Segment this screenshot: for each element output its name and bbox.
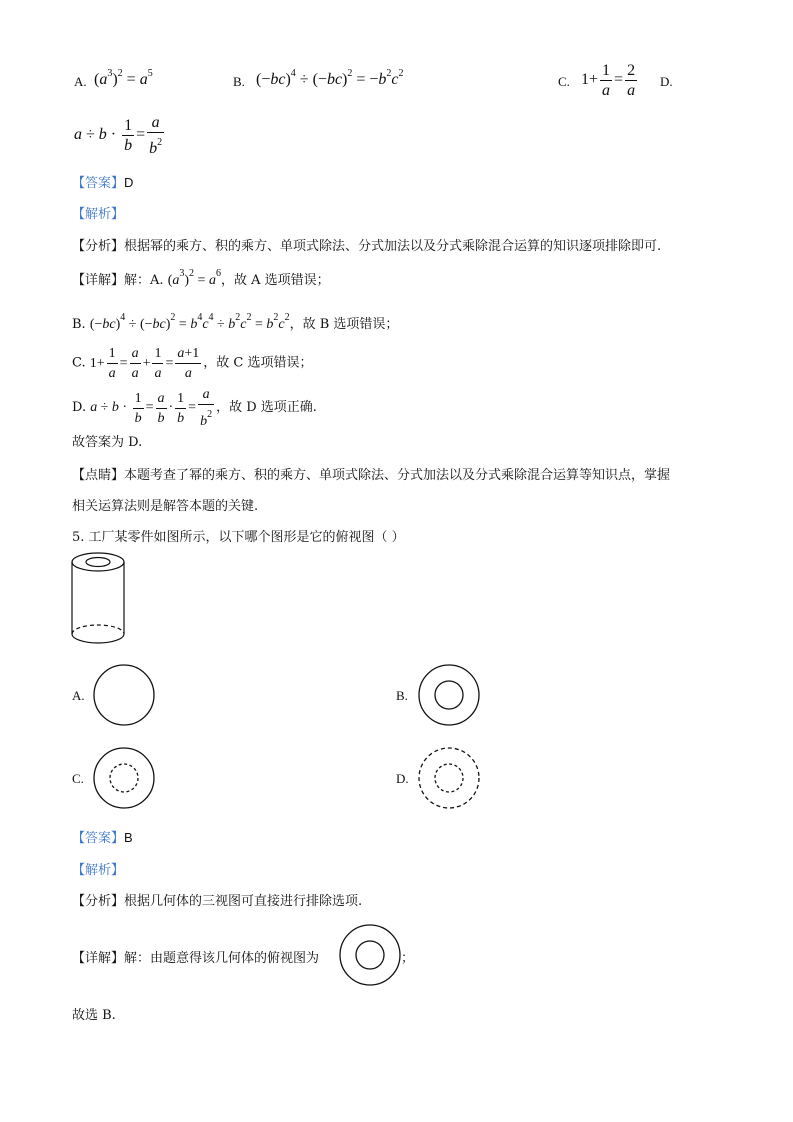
answer-value: D: [124, 175, 134, 190]
comment-tag: 【点睛】: [72, 468, 125, 483]
detail-line-d: [72, 386, 317, 430]
answer-block-2: [72, 827, 133, 846]
detail-intro: 解：A.: [124, 273, 164, 288]
detail-b-conclusion: ，故 B 选项错误；: [289, 317, 399, 332]
detail-text-2: 解：由题意得该几何体的俯视图为: [124, 951, 320, 966]
detail-a-conclusion: ，故 A 选项错误；: [220, 273, 330, 288]
q5-stem: 5. 工厂某零件如图所示，以下哪个图形是它的俯视图（ ）: [72, 530, 405, 545]
fenxi-tag-2: 【分析】: [72, 894, 125, 909]
q4-option-c-formula: 1+ $\frac{1}{a}$ = $\frac{2}{a}$: [581, 62, 636, 99]
q4-option-a-label: A.: [74, 74, 87, 89]
q5-option-d-figure: [417, 746, 481, 810]
detail-line-c: [72, 345, 313, 382]
detail-tag: 【详解】: [72, 273, 125, 288]
q5-option-b-label: B.: [396, 688, 408, 703]
analysis-tag-2: 【解析】: [72, 863, 125, 878]
detail-c-conclusion: ，故 C 选项错误；: [203, 355, 313, 371]
detail-c-formula: 1+ $\frac{1}{a}$ = $\frac{a}{a}$ + $\frac{1}{a}$ = $\frac{a+1}{a}$: [89, 346, 200, 381]
fenxi-line-1: [72, 235, 661, 254]
detail-a-formula: $(a^3)^2 = a^6$: [167, 268, 221, 288]
detail-tag-2: 【详解】: [72, 951, 125, 966]
analysis-tag: 【解析】: [72, 207, 125, 222]
fenxi-line-2: [72, 890, 362, 909]
q4-option-d-label: D.: [660, 74, 673, 89]
detail-d-conclusion: ，故 D 选项正确.: [216, 400, 317, 416]
comment-text-2: 相关运算法则是解答本题的关键.: [72, 499, 259, 514]
comment-line-1: [72, 464, 670, 483]
detail-d-formula: a ÷ b · $\frac{1}{b}$ = $\frac{a}{b}$ · $\frac{1}{b}$ = $\frac{a}{b^2}$: [90, 387, 213, 429]
q5-option-b-figure: [417, 663, 481, 727]
detail-b-label: B.: [72, 317, 86, 332]
detail-end-2: ；: [401, 951, 415, 966]
detail-c-label: C.: [72, 355, 86, 371]
q4-option-c-label: C.: [558, 74, 570, 89]
q5-option-d-label: D.: [396, 771, 409, 786]
comment-text-1: 本题考查了幂的乘方、积的乘方、单项式除法、分式加法以及分式乘除混合运算等知识点，掌握: [124, 468, 671, 483]
q5-option-a-label: A.: [72, 688, 85, 703]
detail-b-formula: $(-bc)^4 \div (-bc)^2 = b^4c^4 \div b^2c^2 = b^2c^2$: [89, 312, 290, 332]
q4-option-b-label: B.: [233, 74, 245, 89]
detail-line-b: [72, 312, 398, 333]
q4-option-d-formula: a ÷ b · $\frac{1}{b}$ = $\frac{a}{b^2}$: [74, 114, 163, 157]
answer-block-1: [72, 172, 133, 191]
detail-line-2: [72, 947, 319, 966]
q4-option-a-formula: $(a^3)^2 = a^5$: [94, 68, 153, 88]
detail-line-a: [72, 268, 330, 289]
answer-top-view-figure: [338, 924, 402, 988]
q4-option-b-formula: $(-bc)^4 \div (-bc)^2 = -b^2c^2$: [256, 68, 404, 88]
detail-final-2: 故选 B.: [72, 1008, 116, 1023]
q5-option-c-figure: [92, 746, 156, 810]
fenxi-text: 根据幂的乘方、积的乘方、单项式除法、分式加法以及分式乘除混合运算的知识逐项排除即可.: [124, 239, 662, 254]
hollow-cylinder-figure: [70, 552, 130, 648]
q5-option-c-label: C.: [72, 771, 84, 786]
answer-tag-2: 【答案】: [72, 831, 125, 846]
answer-tag: 【答案】: [72, 176, 125, 191]
answer-value-2: B: [124, 830, 133, 845]
fenxi-text-2: 根据几何体的三视图可直接进行排除选项.: [124, 894, 363, 909]
q5-option-a-figure: [92, 663, 156, 727]
detail-d-label: D.: [72, 400, 87, 416]
fenxi-tag: 【分析】: [72, 239, 125, 254]
detail-final: 故答案为 D.: [72, 435, 143, 450]
